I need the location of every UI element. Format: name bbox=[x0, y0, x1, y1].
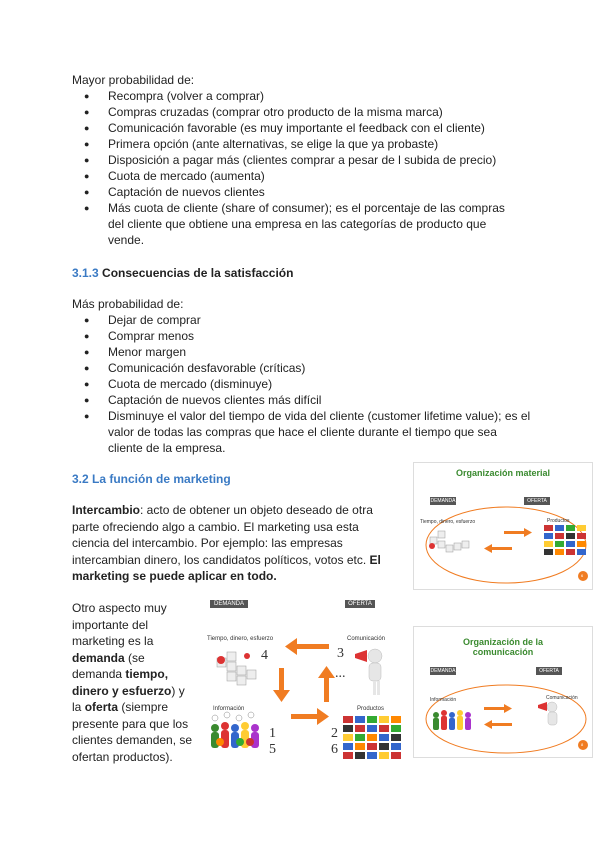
slide-title: Organización material bbox=[455, 468, 551, 478]
informacion-label: Información bbox=[213, 706, 245, 712]
slide-title: Organización de la comunicación bbox=[462, 637, 544, 657]
comunicacion-label: Comunicación bbox=[347, 636, 386, 642]
list-item: ● Comunicación favorable (es muy importante el feedback con el cliente) bbox=[72, 120, 522, 136]
section2-list bbox=[72, 312, 532, 456]
list-item: ● Cuota de mercado (disminuye) bbox=[72, 376, 532, 392]
diagram-dots: ... bbox=[335, 666, 346, 681]
list-item: ● Disposición a pagar más (clientes comprar a pesar de l subida de precio) bbox=[72, 152, 522, 168]
slide-organizacion-material bbox=[413, 462, 593, 590]
intercambio-emphasis: El marketing se puede aplicar en todo. bbox=[72, 552, 381, 583]
demanda-paragraph bbox=[72, 600, 197, 765]
list-item: ● Disminuye el valor del tiempo de vida del cliente (customer lifetime value); es el valor de todas las compras que hace el cliente durante el tiempo que sea cliente de la empresa. bbox=[72, 408, 532, 456]
text: ) y la bbox=[72, 683, 185, 714]
bold-term: oferta bbox=[84, 700, 119, 714]
demand-offer-diagram bbox=[207, 596, 407, 766]
list-item: ● Captación de nuevos clientes más difícil bbox=[72, 392, 532, 408]
demanda-label: DEMANDA bbox=[210, 600, 248, 608]
section-title: Consecuencias de la satisfacción bbox=[102, 266, 294, 280]
demanda-label: DEMANDA bbox=[430, 668, 456, 674]
slide-decoration bbox=[414, 627, 592, 757]
list-item: ● Recompra (volver a comprar) bbox=[72, 88, 522, 104]
list-item: ● Comprar menos bbox=[72, 328, 532, 344]
diagram-number-4: 4 bbox=[261, 648, 268, 663]
diagram-number-3: 3 bbox=[337, 646, 344, 661]
diagram-number-1: 1 bbox=[269, 726, 276, 741]
demanda-label: DEMANDA bbox=[430, 498, 456, 504]
productos-label: Productos bbox=[357, 706, 385, 712]
bold-term: tiempo, dinero y esfuerzo bbox=[72, 667, 172, 698]
comunicacion-label: Comunicación bbox=[546, 695, 578, 701]
list-item: ● Dejar de comprar bbox=[72, 312, 532, 328]
oferta-label: OFERTA bbox=[536, 667, 562, 675]
oferta-label: OFERTA bbox=[524, 497, 550, 505]
bold-term: demanda bbox=[72, 650, 125, 665]
section1-list bbox=[72, 88, 522, 248]
intercambio-text: : acto de obtener un objeto deseado de otra parte ofreciendo algo a cambio. El marketing usa esta ciencia del intercambio. Por ejemplo: las empresas intercambian dinero, los candidatos políticos, votos etc. bbox=[72, 503, 373, 567]
intercambio-term: Intercambio bbox=[72, 503, 141, 517]
list-item: ● Más cuota de cliente (share of consumer); es el porcentaje de las compras del cliente que obtiene una empresa en las categorías de producto que vende. bbox=[72, 200, 522, 248]
section1-intro: Mayor probabilidad de: bbox=[72, 73, 195, 87]
slide-decoration bbox=[414, 463, 592, 589]
list-item: ● Cuota de mercado (aumenta) bbox=[72, 168, 522, 184]
diagram-number-2: 2 bbox=[331, 726, 338, 741]
list-item: ● Comunicación desfavorable (críticas) bbox=[72, 360, 532, 376]
section2-heading bbox=[72, 266, 293, 280]
section-number: 3.1.3 bbox=[72, 266, 99, 280]
section2-intro: Más probabilidad de: bbox=[72, 297, 184, 311]
list-item: ● Menor margen bbox=[72, 344, 532, 360]
diagram-graphics bbox=[207, 596, 407, 766]
diagram-number-6: 6 bbox=[331, 742, 338, 757]
slide-page-number: 6 bbox=[581, 573, 584, 578]
slide-organizacion-comunicacion bbox=[413, 626, 593, 758]
section3-heading: 3.2 La función de marketing bbox=[72, 472, 231, 486]
text: (se demanda bbox=[72, 650, 145, 681]
informacion-label: Información bbox=[430, 697, 457, 703]
list-item: ● Compras cruzadas (comprar otro producto de la misma marca) bbox=[72, 104, 522, 120]
tiempo-label: Tiempo, dinero, esfuerzo bbox=[207, 636, 274, 642]
intercambio-paragraph bbox=[72, 502, 392, 585]
slide-page-number: 8 bbox=[581, 742, 584, 747]
list-item: ● Captación de nuevos clientes bbox=[72, 184, 522, 200]
text: Otro aspecto muy importante del marketing es la bbox=[72, 601, 167, 648]
list-item: ● Primera opción (ante alternativas, se elige la que ya probaste) bbox=[72, 136, 522, 152]
text: (siempre presente para que los clientes demanden, se ofertan productos). bbox=[72, 700, 193, 764]
oferta-label: OFERTA bbox=[345, 600, 375, 608]
diagram-number-5: 5 bbox=[269, 742, 276, 757]
right-label: Productos bbox=[547, 518, 570, 524]
left-label: Tiempo, dinero, esfuerzo bbox=[420, 519, 476, 525]
